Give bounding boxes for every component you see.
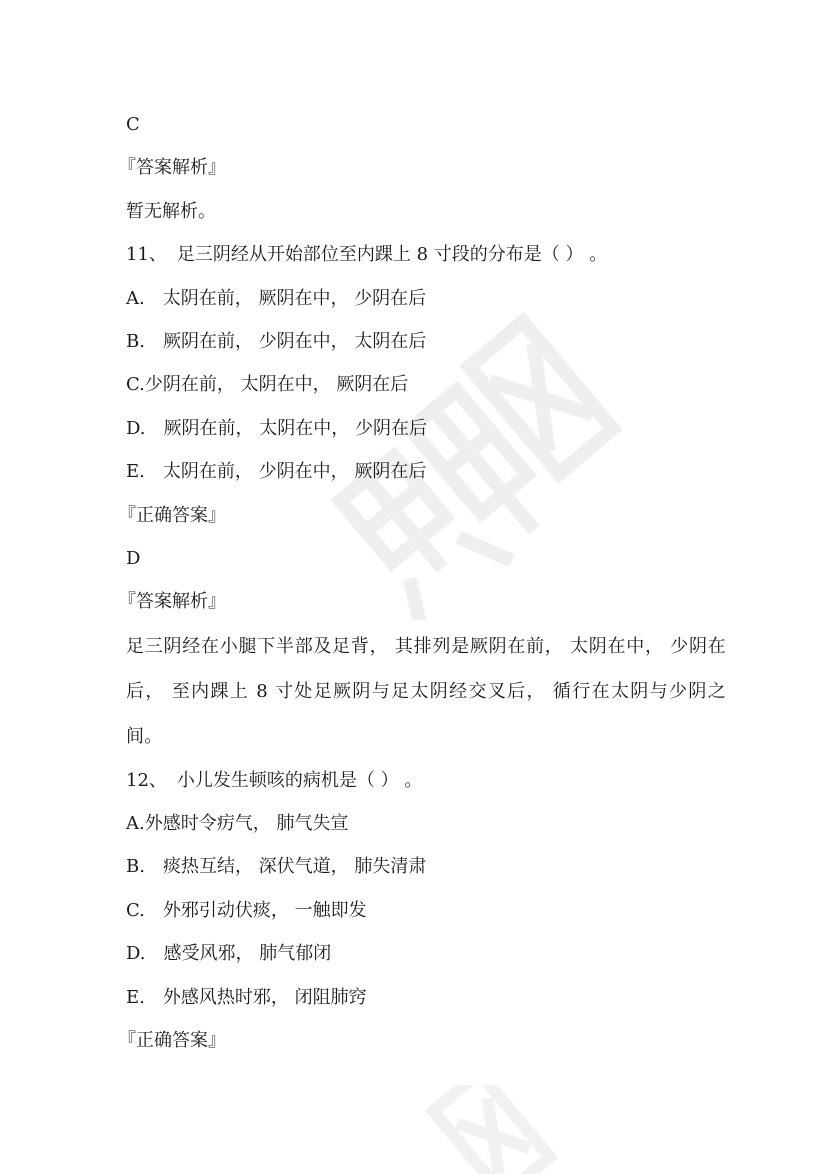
question-11-option-d [126, 407, 726, 450]
question-11-option-b [126, 320, 726, 363]
option-text: 厥阴在前， 太阴在中， 少阴在后 [163, 417, 427, 439]
previous-answer: C [126, 114, 140, 135]
previous-analysis-text: 暂无解析。 [126, 200, 216, 222]
question-11-analysis-header: 『答案解析』 [118, 591, 226, 613]
question-stem: 足三阴经从开始部位至内踝上 8 寸段的分布是（ ） 。 [176, 244, 608, 266]
option-key: D. [126, 943, 146, 965]
option-key: E. [126, 461, 145, 483]
question-12-option-b [126, 845, 726, 888]
question-stem: 小儿发生顿咳的病机是（ ） 。 [176, 769, 423, 791]
option-key: B. [126, 856, 145, 878]
option-key: C. [126, 899, 145, 921]
question-12-answer-header: 『正确答案』 [118, 1030, 226, 1052]
question-12-option-a [126, 802, 726, 845]
option-text: 太阴在前， 少阴在中， 厥阴在后 [162, 461, 427, 483]
question-11-option-e [126, 450, 726, 493]
question-12-option-d [126, 932, 726, 975]
option-key: D. [126, 417, 146, 439]
option-text: 厥阴在前， 少阴在中， 太阴在后 [162, 330, 427, 352]
question-11-analysis-text: 足三阴经在小腿下半部及足背， 其排列是厥阴在前， 太阴在中， 少阴在后， 至内踝上 8 寸处足厥阴与足太阴经交叉后， 循行在太阴与少阴之间。 [126, 635, 726, 747]
question-11-stem [126, 233, 726, 276]
question-number: 12、 [126, 769, 167, 791]
question-11-answer: D [126, 547, 141, 569]
question-11-option-c [126, 363, 726, 406]
option-key: E. [126, 986, 145, 1008]
option-key: B. [126, 330, 145, 352]
question-12-stem [126, 759, 726, 802]
option-text: 外邪引动伏痰， 一触即发 [162, 899, 367, 921]
option-key: C. [126, 374, 145, 396]
question-12-option-c [126, 889, 726, 932]
option-text: 痰热互结， 深伏气道， 肺失清肃 [162, 856, 427, 878]
question-11-option-a [126, 277, 726, 320]
question-11-answer-header: 『正确答案』 [118, 504, 226, 526]
document-body [118, 103, 726, 1062]
option-key: A. [126, 813, 145, 835]
option-text: 外感风热时邪， 闭阻肺窍 [162, 986, 367, 1008]
option-text: 少阴在前， 太阴在中， 厥阴在后 [144, 374, 409, 396]
previous-analysis-header: 『答案解析』 [118, 157, 226, 179]
watermark-graphic-bottom [330, 1085, 580, 1174]
question-number: 11、 [126, 244, 167, 266]
question-12-option-e [126, 976, 726, 1019]
option-key: A. [126, 287, 145, 309]
option-text: 感受风邪， 肺气郁闭 [163, 943, 332, 965]
option-text: 太阴在前， 厥阴在中， 少阴在后 [162, 287, 427, 309]
option-text: 外感时令疠气， 肺气失宣 [144, 813, 349, 835]
